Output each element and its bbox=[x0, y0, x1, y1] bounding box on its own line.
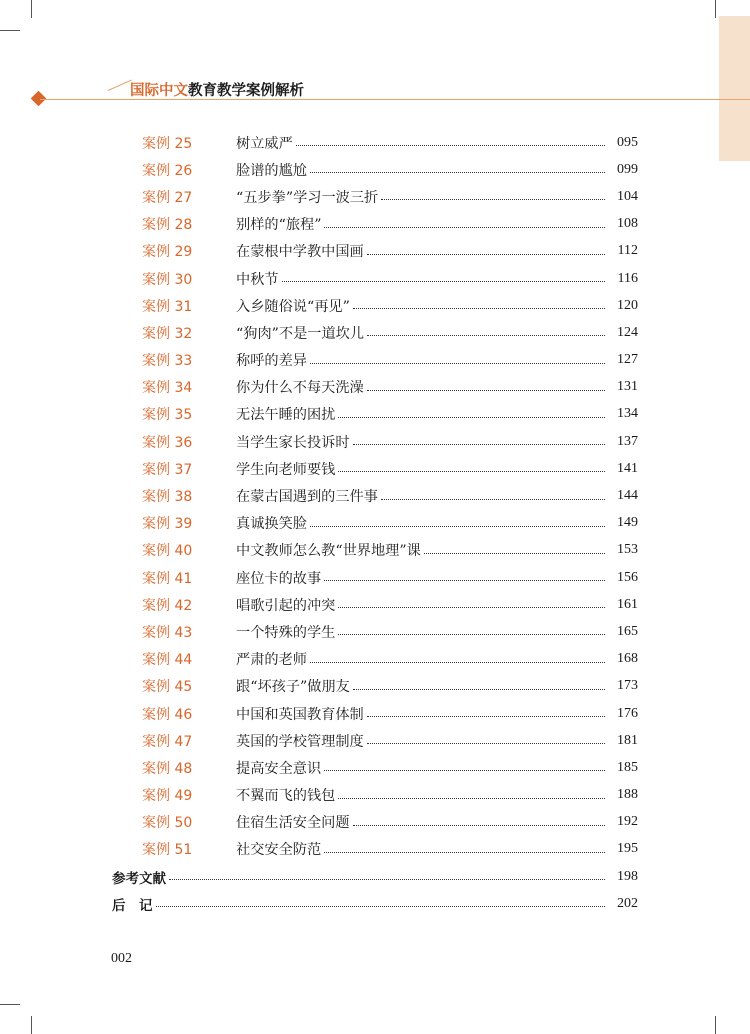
header-rule-accent bbox=[108, 79, 132, 90]
toc-entry[interactable] bbox=[112, 673, 638, 700]
dot-leader bbox=[169, 879, 605, 880]
toc-entry[interactable] bbox=[112, 183, 638, 210]
page-number: 099 bbox=[617, 161, 638, 177]
case-number: 案例 42 bbox=[142, 597, 193, 614]
toc-entry[interactable] bbox=[112, 347, 638, 374]
toc-entry[interactable] bbox=[112, 564, 638, 591]
toc-entry[interactable] bbox=[112, 809, 638, 836]
toc-entry-references[interactable] bbox=[112, 863, 638, 890]
afterword-label: 后 记 bbox=[112, 897, 153, 914]
crop-mark bbox=[715, 0, 716, 18]
page-number: 124 bbox=[617, 324, 638, 340]
dot-leader bbox=[310, 526, 605, 527]
dot-leader bbox=[367, 335, 605, 336]
dot-leader bbox=[324, 770, 605, 771]
dot-leader bbox=[381, 499, 605, 500]
case-title: 脸谱的尴尬 bbox=[236, 162, 307, 179]
toc-entry[interactable] bbox=[112, 591, 638, 618]
dot-leader bbox=[310, 662, 605, 663]
case-number: 案例 34 bbox=[142, 380, 193, 397]
dot-leader bbox=[282, 281, 605, 282]
toc-entry[interactable] bbox=[112, 646, 638, 673]
case-number: 案例 31 bbox=[142, 298, 193, 315]
dot-leader bbox=[367, 716, 605, 717]
case-title: 提高安全意识 bbox=[236, 760, 322, 777]
case-title: 你为什么不每天洗澡 bbox=[236, 380, 364, 397]
case-title: 别样的“旅程” bbox=[236, 217, 322, 234]
toc-entry[interactable] bbox=[112, 211, 638, 238]
toc-entry[interactable] bbox=[112, 700, 638, 727]
crop-mark bbox=[0, 30, 20, 31]
toc-entry[interactable] bbox=[112, 129, 638, 156]
case-title: 严肃的老师 bbox=[236, 652, 307, 669]
page-number: 198 bbox=[617, 868, 638, 884]
dot-leader bbox=[367, 254, 605, 255]
dot-leader bbox=[338, 634, 605, 635]
dot-leader bbox=[338, 471, 605, 472]
case-number: 案例 44 bbox=[142, 652, 193, 669]
running-header-rest: 教育教学案例解析 bbox=[188, 83, 304, 99]
toc-entry[interactable] bbox=[112, 156, 638, 183]
case-title: 当学生家长投诉时 bbox=[236, 434, 350, 451]
case-title: 称呼的差异 bbox=[236, 353, 307, 370]
case-title: 座位卡的故事 bbox=[236, 570, 322, 587]
case-number: 案例 40 bbox=[142, 543, 193, 560]
toc-entry[interactable] bbox=[112, 836, 638, 863]
case-number: 案例 30 bbox=[142, 271, 193, 288]
page-number: 165 bbox=[617, 623, 638, 639]
dot-leader bbox=[353, 444, 605, 445]
case-title: 跟“坏孩子”做朋友 bbox=[236, 679, 350, 696]
running-header-accent: 国际中文 bbox=[130, 83, 188, 99]
case-number: 案例 39 bbox=[142, 516, 193, 533]
case-title: “狗肉”不是一道坎儿 bbox=[236, 325, 365, 342]
toc-entry[interactable] bbox=[112, 455, 638, 482]
case-number: 案例 51 bbox=[142, 842, 193, 859]
page-number: 144 bbox=[617, 488, 638, 504]
toc-entry[interactable] bbox=[112, 238, 638, 265]
page-number: 156 bbox=[617, 569, 638, 585]
dot-leader bbox=[310, 172, 605, 173]
page-number: 192 bbox=[617, 814, 638, 830]
dot-leader bbox=[338, 607, 605, 608]
case-number: 案例 37 bbox=[142, 461, 193, 478]
page-number: 141 bbox=[617, 460, 638, 476]
case-title: 无法午睡的困扰 bbox=[236, 407, 336, 424]
case-title: 树立威严 bbox=[236, 135, 293, 152]
crop-mark bbox=[31, 1016, 32, 1034]
case-number: 案例 48 bbox=[142, 760, 193, 777]
crop-mark bbox=[715, 1016, 716, 1034]
page-number: 185 bbox=[617, 759, 638, 775]
dot-leader bbox=[338, 417, 605, 418]
page-number: 153 bbox=[617, 542, 638, 558]
dot-leader bbox=[381, 199, 605, 200]
page-number: 168 bbox=[617, 651, 638, 667]
page-number: 116 bbox=[617, 270, 638, 286]
case-number: 案例 50 bbox=[142, 815, 193, 832]
case-title: 学生向老师要钱 bbox=[236, 461, 336, 478]
case-title: 唱歌引起的冲突 bbox=[236, 597, 336, 614]
dot-leader bbox=[310, 363, 605, 364]
dot-leader bbox=[324, 852, 605, 853]
toc-entry[interactable] bbox=[112, 319, 638, 346]
case-number: 案例 29 bbox=[142, 244, 193, 261]
case-number: 案例 32 bbox=[142, 325, 193, 342]
folio-page-number: 002 bbox=[111, 951, 132, 966]
case-number: 案例 46 bbox=[142, 706, 193, 723]
case-number: 案例 49 bbox=[142, 788, 193, 805]
page-number: 095 bbox=[617, 134, 638, 150]
toc-entry[interactable] bbox=[112, 482, 638, 509]
page-number: 202 bbox=[617, 895, 638, 911]
page-number: 188 bbox=[617, 787, 638, 803]
case-title: “五步拳”学习一波三折 bbox=[236, 189, 379, 206]
dot-leader bbox=[338, 798, 605, 799]
dot-leader bbox=[296, 145, 605, 146]
dot-leader bbox=[367, 390, 605, 391]
page-number: 149 bbox=[617, 515, 638, 531]
toc-entry[interactable] bbox=[112, 537, 638, 564]
case-number: 案例 36 bbox=[142, 434, 193, 451]
case-title: 英国的学校管理制度 bbox=[236, 733, 364, 750]
case-title: 在蒙根中学教中国画 bbox=[236, 244, 364, 261]
case-number: 案例 43 bbox=[142, 624, 193, 641]
page-number: 127 bbox=[617, 352, 638, 368]
page-number: 120 bbox=[617, 297, 638, 313]
page-number: 176 bbox=[617, 705, 638, 721]
case-number: 案例 28 bbox=[142, 217, 193, 234]
toc-entry[interactable] bbox=[112, 265, 638, 292]
page-number: 131 bbox=[617, 379, 638, 395]
case-number: 案例 47 bbox=[142, 733, 193, 750]
case-title: 真诚换笑脸 bbox=[236, 516, 307, 533]
dot-leader bbox=[353, 308, 605, 309]
case-number: 案例 41 bbox=[142, 570, 193, 587]
crop-mark bbox=[0, 1004, 20, 1005]
case-number: 案例 25 bbox=[142, 135, 193, 152]
dot-leader bbox=[353, 689, 605, 690]
toc-entry[interactable] bbox=[112, 428, 638, 455]
dot-leader bbox=[367, 743, 605, 744]
case-title: 中秋节 bbox=[236, 271, 279, 288]
case-title: 社交安全防范 bbox=[236, 842, 322, 859]
dot-leader bbox=[324, 227, 605, 228]
dot-leader bbox=[324, 580, 605, 581]
page-number: 112 bbox=[617, 243, 638, 259]
case-title: 中文教师怎么教“世界地理”课 bbox=[236, 543, 421, 560]
toc-entry[interactable] bbox=[112, 510, 638, 537]
page-number: 134 bbox=[617, 406, 638, 422]
case-title: 入乡随俗说“再见” bbox=[236, 298, 350, 315]
toc-entry[interactable] bbox=[112, 618, 638, 645]
case-number: 案例 35 bbox=[142, 407, 193, 424]
case-number: 案例 33 bbox=[142, 353, 193, 370]
page-number: 108 bbox=[617, 216, 638, 232]
dot-leader bbox=[156, 906, 606, 907]
dot-leader bbox=[353, 825, 605, 826]
table-of-contents bbox=[112, 129, 638, 917]
toc-entry[interactable] bbox=[112, 292, 638, 319]
page-number: 195 bbox=[617, 841, 638, 857]
toc-entry-afterword[interactable] bbox=[112, 890, 638, 917]
page-number: 161 bbox=[617, 596, 638, 612]
case-number: 案例 27 bbox=[142, 189, 193, 206]
page-number: 137 bbox=[617, 433, 638, 449]
case-number: 案例 26 bbox=[142, 162, 193, 179]
toc-entry[interactable] bbox=[112, 754, 638, 781]
page-number: 173 bbox=[617, 678, 638, 694]
case-number: 案例 45 bbox=[142, 679, 193, 696]
toc-entry[interactable] bbox=[112, 374, 638, 401]
references-label: 参考文献 bbox=[112, 870, 166, 887]
toc-entry[interactable] bbox=[112, 401, 638, 428]
page-number: 104 bbox=[617, 188, 638, 204]
case-title: 不翼而飞的钱包 bbox=[236, 788, 336, 805]
dot-leader bbox=[424, 553, 605, 554]
crop-mark bbox=[31, 0, 32, 18]
case-title: 一个特殊的学生 bbox=[236, 624, 336, 641]
toc-entry[interactable] bbox=[112, 727, 638, 754]
case-title: 住宿生活安全问题 bbox=[236, 815, 350, 832]
case-title: 在蒙古国遇到的三件事 bbox=[236, 489, 378, 506]
case-number: 案例 38 bbox=[142, 489, 193, 506]
running-header bbox=[130, 79, 304, 100]
chapter-tab bbox=[719, 16, 750, 161]
page-number: 181 bbox=[617, 732, 638, 748]
toc-entry[interactable] bbox=[112, 782, 638, 809]
case-title: 中国和英国教育体制 bbox=[236, 706, 364, 723]
